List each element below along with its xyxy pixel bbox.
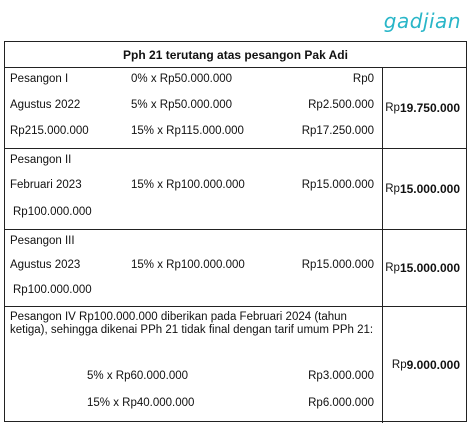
row-label: Rp215.000.000	[10, 125, 89, 137]
table-title: Pph 21 terutang atas pesangon Pak Adi	[5, 42, 466, 68]
row-formula: 0% x Rp50.000.000	[131, 73, 233, 85]
total-value: 15.000.000	[399, 261, 460, 275]
total-prefix: Rp	[385, 183, 400, 195]
total-value: 9.000.000	[406, 358, 460, 372]
table-row	[5, 284, 382, 298]
row-formula: 15% x Rp40.000.000	[87, 397, 195, 409]
row-formula: 15% x Rp100.000.000	[131, 259, 245, 271]
row-amount: Rp6.000.000	[308, 397, 374, 409]
section-pesangon-2	[5, 149, 466, 230]
table-row	[5, 125, 382, 139]
table-row	[5, 73, 382, 87]
row-formula: 5% x Rp50.000.000	[131, 99, 233, 111]
total-value: 19.750.000	[399, 101, 460, 115]
row-amount: Rp2.500.000	[308, 99, 374, 111]
section-total	[383, 230, 466, 306]
section-pesangon-1	[5, 68, 466, 149]
row-formula: 5% x Rp60.000.000	[87, 370, 189, 382]
section-total	[383, 149, 466, 229]
row-label: Pesangon III	[10, 235, 75, 247]
row-label: Agustus 2023	[10, 259, 81, 271]
row-amount: Rp3.000.000	[308, 370, 374, 382]
total-value: 15.000.000	[399, 182, 460, 196]
row-label: Februari 2023	[10, 179, 82, 191]
pph21-table	[4, 41, 467, 422]
row-amount: Rp0	[352, 73, 374, 85]
row-amount: Rp15.000.000	[301, 179, 374, 191]
section-note: Pesangon IV Rp100.000.000 diberikan pada Februari 2024 (tahun ketiga), sehingga dikenai PPh 21 tidak final dengan tarif umum PPh 21:	[10, 311, 374, 336]
table-row	[5, 235, 382, 249]
table-row	[5, 259, 382, 273]
total-prefix: Rp	[385, 102, 400, 114]
total-prefix: Rp	[391, 359, 407, 371]
gadjian-logo: gadjian	[383, 9, 461, 33]
row-formula: 15% x Rp115.000.000	[131, 125, 244, 137]
row-label: Agustus 2022	[10, 99, 81, 111]
table-row	[5, 397, 382, 411]
table-row	[5, 99, 382, 113]
row-label: Pesangon II	[10, 154, 72, 166]
row-label: Pesangon I	[10, 73, 69, 85]
section-total	[383, 68, 466, 148]
row-amount: Rp17.250.000	[301, 125, 374, 137]
section-pesangon-3	[5, 230, 466, 307]
section-total	[383, 307, 466, 423]
table-row	[5, 370, 382, 384]
row-amount: Rp15.000.000	[301, 259, 374, 271]
table-row	[5, 154, 382, 168]
table-row	[5, 179, 382, 193]
row-formula: 15% x Rp100.000.000	[131, 179, 245, 191]
total-prefix: Rp	[385, 262, 400, 274]
row-label: Rp100.000.000	[13, 284, 92, 296]
table-row	[5, 206, 382, 220]
row-label: Rp100.000.000	[13, 206, 92, 218]
section-pesangon-4	[5, 307, 466, 423]
